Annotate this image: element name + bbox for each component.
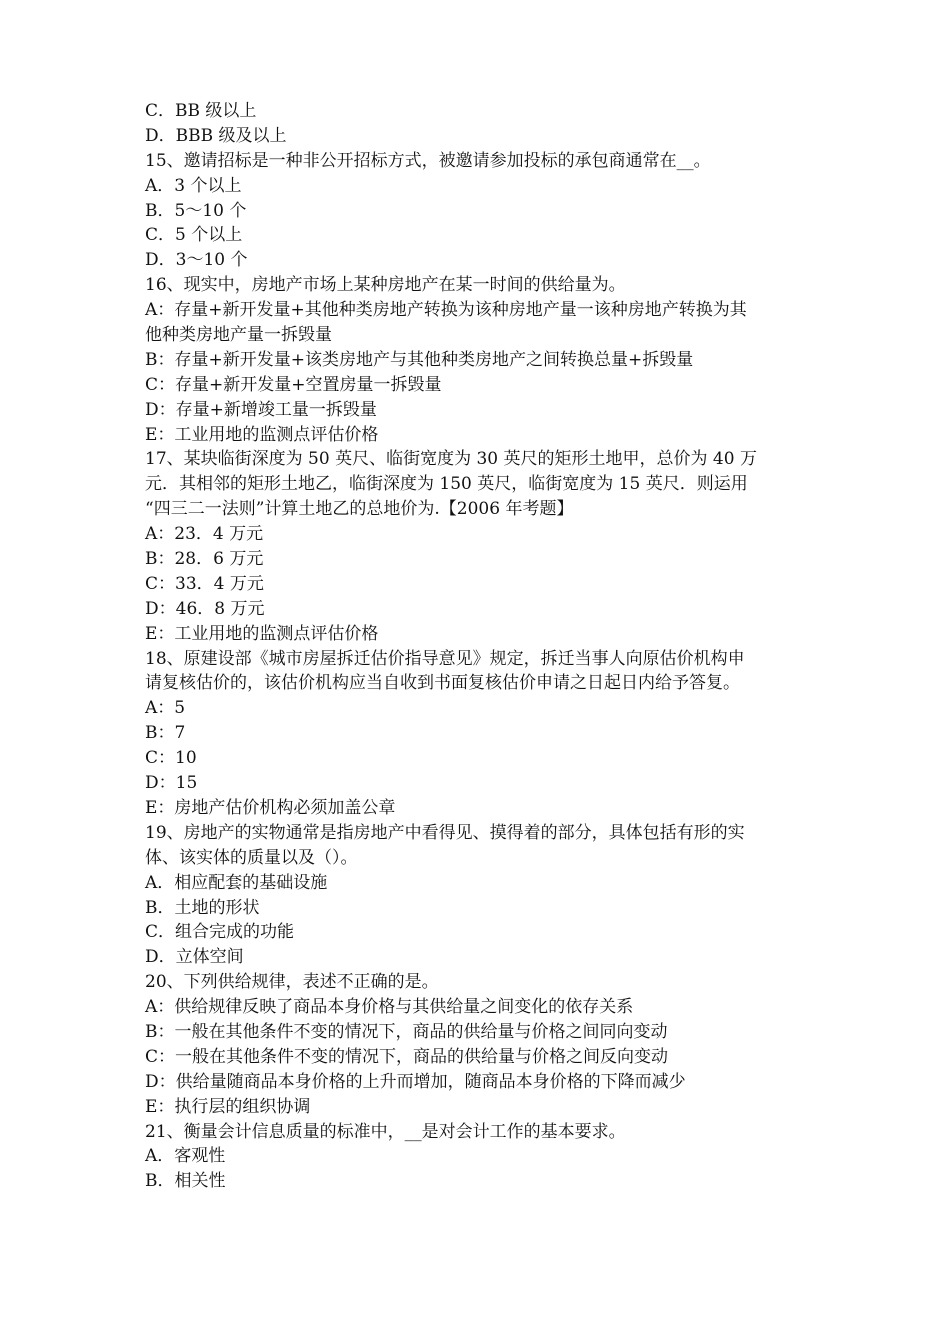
option-line: A：23．4 万元 <box>145 524 264 545</box>
option-line: A：存量+新开发量+其他种类房地产转换为该种房地产量一该种房地产转换为其 <box>145 300 747 321</box>
option-line: D．立体空间 <box>145 947 244 968</box>
option-line: E：房地产估价机构必须加盖公章 <box>145 797 396 818</box>
option-line: C．组合完成的功能 <box>145 922 295 943</box>
option-line: A．3 个以上 <box>145 175 242 196</box>
question-18-continued: 请复核估价的，该估价机构应当自收到书面复核估价申请之日起日内给予答复。 <box>145 673 740 694</box>
option-line: D：存量+新增竣工量一拆毁量 <box>145 399 377 420</box>
question-21: 21、衡量会计信息质量的标准中，__是对会计工作的基本要求。 <box>145 1121 626 1142</box>
option-line: B．相关性 <box>145 1171 226 1192</box>
option-line: A．客观性 <box>145 1146 226 1167</box>
question-16: 16、现实中，房地产市场上某种房地产在某一时间的供给量为。 <box>145 275 626 296</box>
option-line: B．土地的形状 <box>145 897 260 918</box>
option-line: B．5～10 个 <box>145 200 247 221</box>
option-line: D：供给量随商品本身价格的上升而增加，随商品本身价格的下降而减少 <box>145 1071 686 1092</box>
option-line: A：供给规律反映了商品本身价格与其供给量之间变化的依存关系 <box>145 997 634 1018</box>
question-15: 15、邀请招标是一种非公开招标方式，被邀请参加投标的承包商通常在__。 <box>145 150 711 171</box>
option-line: E：执行层的组织协调 <box>145 1096 311 1117</box>
option-line: C．BB 级以上 <box>145 101 257 121</box>
option-line: B：7 <box>145 723 186 744</box>
option-line: C：33．4 万元 <box>145 573 264 594</box>
option-line: B：存量+新开发量+该类房地产与其他种类房地产之间转换总量+拆毁量 <box>145 349 694 370</box>
question-20: 20、下列供给规律，表述不正确的是。 <box>145 972 439 993</box>
option-line: E：工业用地的监测点评估价格 <box>145 623 379 644</box>
option-line: A．相应配套的基础设施 <box>145 872 328 893</box>
question-19: 19、房地产的实物通常是指房地产中看得见、摸得着的部分，具体包括有形的实 <box>145 822 745 843</box>
option-line: B：一般在其他条件不变的情况下，商品的供给量与价格之间同向变动 <box>145 1021 668 1042</box>
option-line: D．BBB 级及以上 <box>145 125 287 146</box>
option-line: C：10 <box>145 748 197 769</box>
option-line: C．5 个以上 <box>145 225 243 246</box>
question-19-continued: 体、该实体的质量以及（）。 <box>145 847 358 868</box>
option-line: D．3～10 个 <box>145 250 248 271</box>
option-line: D：46．8 万元 <box>145 598 265 619</box>
option-line: C：存量+新开发量+空置房量一拆毁量 <box>145 374 442 395</box>
question-17: 17、某块临街深度为 50 英尺、临街宽度为 30 英尺的矩形土地甲，总价为 40 万 <box>145 449 757 470</box>
question-18: 18、原建设部《城市房屋拆迁估价指导意见》规定，拆迁当事人向原估价机构申 <box>145 648 745 669</box>
option-line: B：28．6 万元 <box>145 549 264 570</box>
option-line: C：一般在其他条件不变的情况下，商品的供给量与价格之间反向变动 <box>145 1046 669 1067</box>
question-17-continued: 元．其相邻的矩形土地乙，临街深度为 150 英尺，临街宽度为 15 英尺．则运用 <box>145 474 748 495</box>
document-body <box>145 99 825 1194</box>
option-line: E：工业用地的监测点评估价格 <box>145 424 379 445</box>
question-17-continued: “四三二一法则”计算土地乙的总地价为.【2006 年考题】 <box>145 499 574 520</box>
option-line: D：15 <box>145 773 198 794</box>
option-line: A：5 <box>145 698 186 719</box>
option-line-continued: 他种类房地产量一拆毁量 <box>145 325 332 346</box>
